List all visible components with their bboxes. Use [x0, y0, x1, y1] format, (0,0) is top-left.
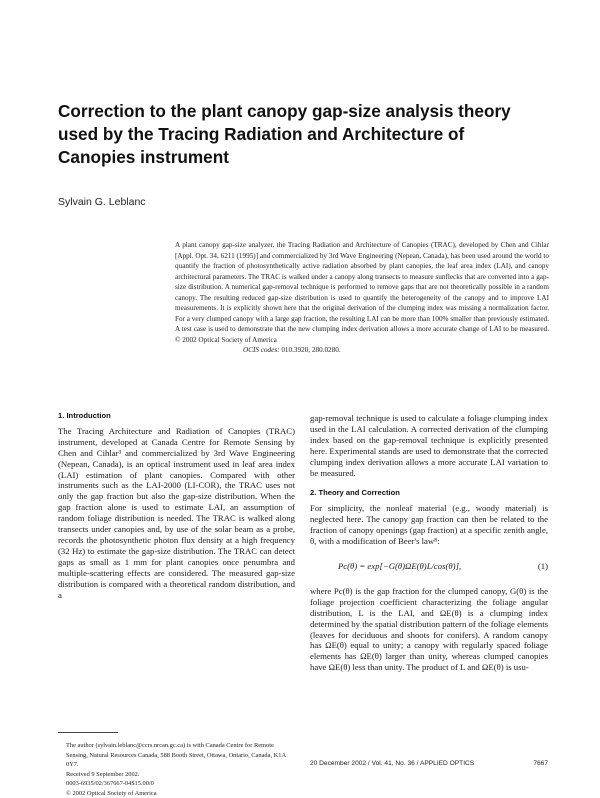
footnote-received: Received 9 September 2002.	[58, 770, 295, 780]
ocis-label: OCIS codes:	[243, 346, 280, 354]
page-footer	[310, 760, 548, 767]
equation-expression: Pc(θ) = exp[−G(θ)ΩE(θ)L/cos(θ)],	[338, 561, 461, 572]
author-name: Sylvain G. Leblanc	[58, 196, 146, 208]
equation-1	[310, 561, 548, 572]
ocis-codes	[175, 345, 549, 356]
theory-text-after-equation: where Pc(θ) is the gap fraction for the clumped canopy, G(θ) is the foliage projection coefficient characterizing the foliage angular distribution, L is the LAI, and ΩE(θ) is a clumping index determined by the spatial distribution pattern of the foliage elements (leaves for deciduous and shoots for conifers). A random canopy has ΩE(θ) equal to unity; a canopy with regularly spaced foliage elements has ΩE(θ) larger than unity, whereas clumped canopies have ΩE(θ) less than unity. The product of L and ΩE(θ) is usu-	[310, 586, 548, 673]
left-column	[58, 411, 295, 600]
equation-number: (1)	[538, 561, 548, 572]
theory-text-before-equation: For simplicity, the nonleaf material (e.g., woody material) is neglected here. The canopy gap fraction can then be related to the fraction of canopy openings (gap fraction) at a specific zenith angle, θ, with a modification of Beer's law⁸:	[310, 503, 548, 547]
abstract	[175, 240, 549, 356]
abstract-text: A plant canopy gap-size analyzer, the Tracing Radiation and Architecture of Canopies (TRAC), developed by Chen and Cihlar [Appl. Opt. 34, 6211 (1995)] and commercialized by 3rd Wave Engineering (Nepean, Canada), has been used around the world to quantify the fraction of photosynthetically active radiation absorbed by plant canopies, the leaf area index (LAI), and canopy architectural parameters. The TRAC is walked under a canopy along transects to measure sunflecks that are converted into a gap-size distribution. A numerical gap-removal technique is performed to remove gaps that are not theoretically possible in a random canopy. The resulting reduced gap-size distribution is used to quantify the heterogeneity of the canopy and to improve LAI measurements. It is explicitly shown here that the original derivation of the clumping index was missing a normalization factor. For a very clumped canopy with a large gap fraction, the resulting LAI can be more than 100% smaller than previously estimated. A test case is used to demonstrate that the new clumping index derivation allows a more accurate change of LAI to be measured. © 2002 Optical Society of America	[175, 240, 549, 345]
footnote-code: 0003-6935/02/367667-04$15.00/0	[58, 779, 295, 789]
footnotes	[58, 741, 295, 798]
footnote-divider	[58, 732, 118, 733]
section-heading-theory: 2. Theory and Correction	[310, 488, 548, 499]
footer-citation: 20 December 2002 / Vol. 41, No. 36 / APPLIED OPTICS	[310, 760, 474, 767]
introduction-text: The Tracing Architecture and Radiation of Canopies (TRAC) instrument, developed at Canada Centre for Remote Sensing by Chen and Cihlar³ and commercialized by 3rd Wave Engineering (Nepean, Canada), is an optical instrument used in leaf area index (LAI) estimation of plant canopies. Compared with other instruments such as the LAI-2000 (LI-COR), the TRAC uses not only the gap fraction but also the gap-size distribution. When the gap fraction alone is used to estimate LAI, an assumption of random foliage distribution is needed. The TRAC is walked along transects under canopies and, by use of the solar beam as a probe, records the photosynthetic photon flux density at a high frequency (32 Hz) to estimate the gap-size distribution. The TRAC can detect gaps as small as 1 mm for plant canopies once penumbra and multiple-scattering effects are considered. The measured gap-size distribution is compared with a theoretical random distribution, and a	[58, 426, 295, 601]
article-title: Correction to the plant canopy gap-size analysis theory used by the Tracing Radiation and Architecture of Canopies instrument	[58, 100, 528, 169]
ocis-values: 010.3920, 280.0280.	[281, 346, 340, 354]
section-heading-introduction: 1. Introduction	[58, 411, 295, 422]
introduction-continued: gap-removal technique is used to calculate a foliage clumping index used in the LAI calculation. A corrected derivation of the clumping index based on the gap-removal technique is explicitly presented here. Experimental stands are used to demonstrate that the corrected clumping index derivation allows a more accurate LAI variation to be measured.	[310, 413, 548, 478]
page-number: 7667	[533, 760, 548, 767]
footnote-affiliation: The author (sylvain.leblanc@ccrs.nrcan.gc.ca) is with Canada Centre for Remote Sensing, Natural Resources Canada, 588 Booth Street, Ottawa, Ontario, Canada, K1A 0Y7.	[58, 741, 295, 770]
right-column	[310, 413, 548, 673]
footnote-copyright: © 2002 Optical Society of America	[58, 789, 295, 798]
